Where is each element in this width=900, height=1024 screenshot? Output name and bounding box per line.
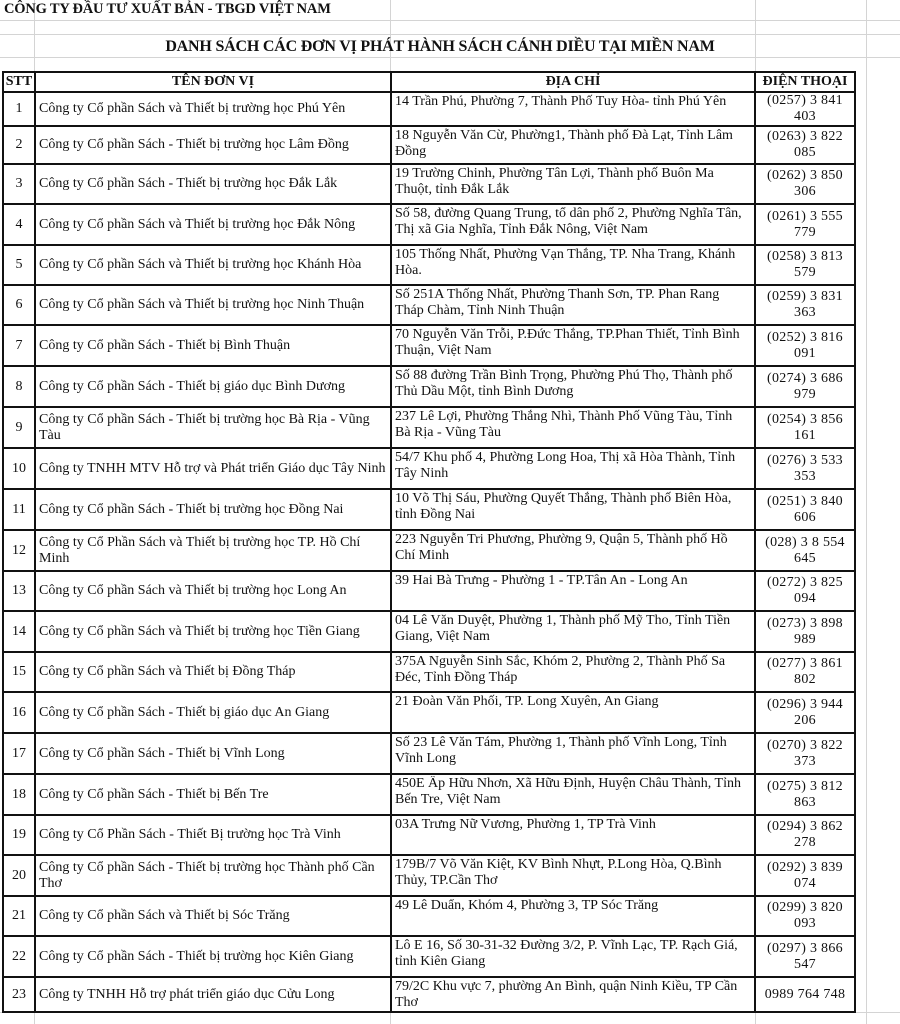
cell-name[interactable] — [35, 489, 391, 530]
cell-phone-text: (0292) 3 839 074 — [767, 859, 843, 891]
cell-name-text: Công ty Cổ phần Sách - Thiết bị giáo dục Bình Dương — [39, 378, 345, 394]
cell-stt[interactable] — [3, 325, 35, 366]
page-title-text: DANH SÁCH CÁC ĐƠN VỊ PHÁT HÀNH SÁCH CÁNH DIỀU TẠI MIỀN NAM — [165, 38, 715, 55]
cell-name-text: Công ty Cổ phần Sách và Thiết bị trường học Tiền Giang — [39, 623, 360, 639]
cell-stt-text: 14 — [12, 623, 26, 639]
cell-stt[interactable] — [3, 489, 35, 530]
cell-address[interactable] — [391, 571, 755, 611]
cell-phone-text: (0297) 3 866 547 — [767, 940, 843, 972]
cell-address[interactable] — [391, 611, 755, 652]
cell-address[interactable] — [391, 815, 755, 855]
cell-stt-text: 17 — [12, 745, 26, 761]
cell-name-text: Công ty TNHH Hỗ trợ phát triển giáo dục Cửu Long — [39, 986, 335, 1002]
header-address[interactable]: ĐỊA CHỈ — [391, 72, 755, 92]
cell-phone[interactable] — [755, 611, 855, 652]
cell-name[interactable] — [35, 285, 391, 325]
table-row — [3, 977, 855, 1012]
cell-stt-text: 2 — [15, 137, 23, 152]
cell-address-text: 237 Lê Lợi, Phường Thắng Nhì, Thành Phố Vũng Tàu, Tỉnh Bà Rịa - Vũng Tàu — [395, 409, 733, 440]
cell-name-text: Công ty Cổ phần Sách - Thiết bị trường học Bà Rịa - Vũng Tàu — [39, 411, 370, 443]
cell-stt-text: 4 — [15, 216, 23, 232]
table-row — [3, 611, 855, 652]
cell-address-text: 223 Nguyễn Tri Phương, Phường 9, Quận 5, Thành phố Hồ Chí Minh — [395, 532, 728, 563]
table-row — [3, 652, 855, 692]
cell-stt[interactable] — [3, 733, 35, 774]
cell-phone-text: 0989 764 748 — [764, 986, 846, 1002]
table-row — [3, 571, 855, 611]
cell-name-text: Công ty Cổ phần Sách - Thiết bị giáo dục An Giang — [39, 704, 330, 720]
cell-address[interactable] — [391, 977, 755, 1012]
cell-address-text: 79/2C Khu vực 7, phường An Bình, quận Ninh Kiều, TP Cần Thơ — [395, 979, 738, 1010]
cell-name[interactable] — [35, 774, 391, 815]
cell-address[interactable] — [391, 126, 755, 164]
grid-line — [866, 0, 867, 1024]
table-row — [3, 126, 855, 164]
cell-name[interactable] — [35, 652, 391, 692]
cell-address-text: 03A Trưng Nữ Vương, Phường 1, TP Trà Vinh — [395, 817, 656, 832]
cell-address[interactable] — [391, 489, 755, 530]
cell-stt[interactable] — [3, 611, 35, 652]
cell-name-text: Công ty Cổ phần Sách và Thiết bị trường học Đắk Nông — [39, 216, 356, 232]
cell-phone-text: (0294) 3 862 278 — [767, 819, 843, 850]
cell-address-text: 179B/7 Võ Văn Kiệt, KV Bình Nhựt, P.Long Hòa, Q.Bình Thủy, TP.Cần Thơ — [395, 857, 722, 888]
cell-name-text: Công ty Cổ phần Sách và Thiết bị trường học Ninh Thuận — [39, 297, 365, 312]
cell-address-text: 54/7 Khu phố 4, Phường Long Hoa, Thị xã Hòa Thành, Tỉnh Tây Ninh — [395, 450, 736, 481]
cell-name-text: Công ty Cổ phần Sách và Thiết bị Sóc Trăng — [39, 908, 290, 923]
page-title — [0, 38, 900, 56]
cell-phone-text: (0261) 3 555 779 — [767, 208, 843, 240]
cell-name[interactable] — [35, 530, 391, 571]
cell-address-text: 105 Thống Nhất, Phường Vạn Thắng, TP. Nha Trang, Khánh Hòa. — [395, 247, 736, 278]
distributor-table — [2, 71, 856, 1013]
cell-name[interactable] — [35, 366, 391, 407]
cell-phone[interactable] — [755, 285, 855, 325]
cell-stt[interactable] — [3, 245, 35, 285]
table-row — [3, 407, 855, 448]
cell-address-text: Số 23 Lê Văn Tám, Phường 1, Thành phố Vĩnh Long, Tỉnh Vĩnh Long — [395, 735, 727, 766]
cell-address[interactable] — [391, 855, 755, 896]
cell-address[interactable] — [391, 366, 755, 407]
cell-stt[interactable] — [3, 855, 35, 896]
cell-name-text: Công ty Cổ phần Sách - Thiết bị trường học Đắk Lắk — [39, 176, 338, 191]
cell-name-text: Công ty Cổ phần Sách - Thiết bị Vĩnh Long — [39, 745, 285, 761]
cell-phone[interactable] — [755, 489, 855, 530]
cell-stt[interactable] — [3, 692, 35, 733]
cell-stt-text: 6 — [15, 297, 23, 312]
cell-phone-text: (0263) 3 822 085 — [767, 129, 843, 160]
cell-stt[interactable] — [3, 407, 35, 448]
cell-stt-text: 5 — [15, 257, 23, 272]
cell-stt-text: 15 — [12, 664, 26, 679]
cell-address[interactable] — [391, 407, 755, 448]
cell-address-text: Số 88 đường Trần Bình Trọng, Phường Phú Thọ, Thành phố Thủ Dầu Một, tỉnh Bình Dương — [395, 368, 733, 399]
cell-phone[interactable] — [755, 652, 855, 692]
cell-stt[interactable] — [3, 571, 35, 611]
cell-phone[interactable] — [755, 977, 855, 1012]
cell-address[interactable] — [391, 733, 755, 774]
table-row — [3, 936, 855, 977]
cell-stt-text: 12 — [12, 542, 26, 558]
header-phone[interactable]: ĐIỆN THOẠI — [755, 72, 855, 92]
cell-address[interactable] — [391, 936, 755, 977]
cell-phone-text: (0252) 3 816 091 — [767, 329, 843, 361]
cell-stt[interactable] — [3, 366, 35, 407]
cell-address[interactable] — [391, 896, 755, 936]
cell-name[interactable] — [35, 733, 391, 774]
cell-phone-text: (0258) 3 813 579 — [767, 249, 843, 280]
grid-line — [0, 20, 900, 21]
cell-address[interactable] — [391, 448, 755, 489]
cell-name-text: Công ty TNHH MTV Hỗ trợ và Phát triển Giáo dục Tây Ninh — [39, 460, 386, 476]
cell-name-text: Công ty Cổ phần Sách và Thiết bị trường học Long An — [39, 583, 347, 598]
cell-stt-text: 20 — [12, 867, 26, 883]
cell-name-text: Công ty Cổ phần Sách và Thiết bị trường học Khánh Hòa — [39, 257, 362, 272]
cell-address[interactable] — [391, 285, 755, 325]
cell-phone-text: (0274) 3 686 979 — [767, 370, 843, 402]
cell-stt-text: 11 — [12, 501, 26, 517]
cell-address[interactable] — [391, 774, 755, 815]
table-row — [3, 489, 855, 530]
company-header: CÔNG TY ĐẦU TƯ XUẤT BẢN - TBGD VIỆT NAM — [4, 1, 331, 17]
cell-phone-text: (0259) 3 831 363 — [767, 289, 843, 320]
cell-name[interactable] — [35, 164, 391, 204]
table-row — [3, 815, 855, 855]
grid-line — [0, 57, 900, 58]
table-row — [3, 204, 855, 245]
cell-phone[interactable] — [755, 571, 855, 611]
cell-phone-text: (0272) 3 825 094 — [767, 575, 843, 606]
cell-stt[interactable] — [3, 977, 35, 1012]
cell-stt[interactable] — [3, 815, 35, 855]
cell-phone[interactable] — [755, 366, 855, 407]
cell-name[interactable] — [35, 448, 391, 489]
cell-stt-text: 7 — [15, 337, 23, 353]
cell-address-text: 39 Hai Bà Trưng - Phường 1 - TP.Tân An - Long An — [395, 573, 688, 588]
header-stt[interactable]: STT — [3, 72, 35, 92]
cell-name[interactable] — [35, 407, 391, 448]
header-name[interactable]: TÊN ĐƠN VỊ — [35, 72, 391, 92]
cell-name[interactable] — [35, 245, 391, 285]
cell-stt[interactable] — [3, 652, 35, 692]
cell-phone[interactable] — [755, 692, 855, 733]
cell-name[interactable] — [35, 692, 391, 733]
cell-address-text: 70 Nguyễn Văn Trỗi, P.Đức Thắng, TP.Phan Thiết, Tỉnh Bình Thuận, Việt Nam — [395, 327, 740, 358]
cell-address-text: Lô E 16, Số 30-31-32 Đường 3/2, P. Vĩnh Lạc, TP. Rạch Giá, tỉnh Kiên Giang — [395, 938, 738, 969]
cell-address-text: 10 Võ Thị Sáu, Phường Quyết Thắng, Thành phố Biên Hòa, tỉnh Đồng Nai — [395, 491, 732, 522]
table-body — [3, 92, 855, 1012]
cell-name[interactable] — [35, 611, 391, 652]
cell-stt[interactable] — [3, 448, 35, 489]
cell-stt-text: 9 — [15, 419, 23, 435]
cell-name[interactable] — [35, 815, 391, 855]
cell-name-text: Công ty Cổ phần Sách - Thiết bị Bình Thuận — [39, 337, 291, 353]
cell-address-text: 375A Nguyễn Sinh Sắc, Khóm 2, Phường 2, Thành Phố Sa Đéc, Tỉnh Đồng Tháp — [395, 654, 726, 685]
cell-phone[interactable] — [755, 126, 855, 164]
cell-phone[interactable] — [755, 407, 855, 448]
cell-address-text: 49 Lê Duẩn, Khóm 4, Phường 3, TP Sóc Trăng — [395, 898, 659, 913]
cell-name-text: Công ty Cổ phần Sách và Thiết bị trường học Phú Yên — [39, 101, 346, 116]
cell-phone[interactable] — [755, 855, 855, 896]
cell-stt-text: 21 — [12, 908, 26, 923]
cell-name-text: Công ty Cổ phần Sách - Thiết bị trường học Đồng Nai — [39, 501, 344, 517]
cell-address-text: 21 Đoàn Văn Phối, TP. Long Xuyên, An Giang — [395, 694, 659, 709]
cell-stt-text: 19 — [12, 827, 26, 842]
cell-name[interactable] — [35, 571, 391, 611]
cell-stt[interactable] — [3, 530, 35, 571]
cell-phone[interactable] — [755, 530, 855, 571]
cell-stt-text: 16 — [12, 704, 26, 720]
table-row — [3, 366, 855, 407]
cell-phone-text: (0299) 3 820 093 — [767, 900, 843, 931]
cell-stt-text: 8 — [15, 378, 23, 394]
cell-phone-text: (0254) 3 856 161 — [767, 411, 843, 443]
table-row — [3, 896, 855, 936]
cell-stt[interactable] — [3, 896, 35, 936]
cell-name[interactable] — [35, 92, 391, 126]
cell-address-text: 14 Trần Phú, Phường 7, Thành Phố Tuy Hòa- tỉnh Phú Yên — [395, 94, 727, 109]
cell-stt[interactable] — [3, 285, 35, 325]
cell-name-text: Công ty Cổ Phần Sách và Thiết bị trường học TP. Hồ Chí Minh — [39, 534, 361, 566]
cell-stt-text: 3 — [15, 176, 23, 191]
cell-address[interactable] — [391, 92, 755, 126]
cell-phone-text: (0276) 3 533 353 — [767, 452, 843, 484]
cell-stt[interactable] — [3, 92, 35, 126]
cell-address[interactable] — [391, 245, 755, 285]
cell-address[interactable] — [391, 652, 755, 692]
cell-address-text: Số 58, đường Quang Trung, tổ dân phố 2, Phường Nghĩa Tân, Thị xã Gia Nghĩa, Tỉnh Đắk Nông, Việt Nam — [395, 206, 742, 237]
cell-phone[interactable] — [755, 815, 855, 855]
cell-phone[interactable] — [755, 164, 855, 204]
cell-phone[interactable] — [755, 204, 855, 245]
cell-address-text: 19 Trường Chinh, Phường Tân Lợi, Thành phố Buôn Ma Thuột, tỉnh Đắk Lắk — [395, 166, 714, 197]
cell-address[interactable] — [391, 692, 755, 733]
table-row — [3, 245, 855, 285]
cell-phone-text: (0273) 3 898 989 — [767, 615, 843, 647]
table-row — [3, 325, 855, 366]
cell-address[interactable] — [391, 204, 755, 245]
cell-name[interactable] — [35, 977, 391, 1012]
cell-phone[interactable] — [755, 92, 855, 126]
cell-name[interactable] — [35, 126, 391, 164]
table-header-row — [3, 72, 855, 92]
cell-name[interactable] — [35, 936, 391, 977]
cell-name[interactable] — [35, 896, 391, 936]
cell-phone[interactable] — [755, 896, 855, 936]
cell-phone[interactable] — [755, 325, 855, 366]
cell-phone-text: (028) 3 8 554 645 — [765, 534, 845, 566]
cell-address-text: 450E Ấp Hữu Nhơn, Xã Hữu Định, Huyện Châu Thành, Tỉnh Bến Tre, Việt Nam — [395, 776, 741, 807]
cell-phone[interactable] — [755, 774, 855, 815]
cell-stt[interactable] — [3, 774, 35, 815]
cell-phone-text: (0277) 3 861 802 — [767, 656, 843, 687]
cell-address-text: 04 Lê Văn Duyệt, Phường 1, Thành phố Mỹ Tho, Tỉnh Tiền Giang, Việt Nam — [395, 613, 731, 644]
cell-stt-text: 13 — [12, 583, 26, 598]
cell-stt[interactable] — [3, 164, 35, 204]
cell-phone-text: (0270) 3 822 373 — [767, 737, 843, 769]
grid-line — [0, 34, 900, 35]
cell-address[interactable] — [391, 530, 755, 571]
cell-phone[interactable] — [755, 936, 855, 977]
cell-phone-text: (0296) 3 944 206 — [767, 696, 843, 728]
cell-address-text: Số 251A Thống Nhất, Phường Thanh Sơn, TP. Phan Rang Tháp Chàm, Tỉnh Ninh Thuận — [395, 287, 720, 318]
cell-name-text: Công ty Cổ phần Sách - Thiết bị trường học Kiên Giang — [39, 948, 354, 964]
table-row — [3, 285, 855, 325]
table-row — [3, 855, 855, 896]
cell-stt-text: 22 — [12, 948, 26, 964]
cell-stt[interactable] — [3, 936, 35, 977]
cell-name-text: Công ty Cổ phần Sách - Thiết bị Bến Tre — [39, 786, 269, 802]
cell-phone[interactable] — [755, 733, 855, 774]
cell-phone[interactable] — [755, 448, 855, 489]
cell-name-text: Công ty Cổ Phần Sách - Thiết Bị trường học Trà Vinh — [39, 827, 341, 842]
cell-name[interactable] — [35, 855, 391, 896]
table-row — [3, 692, 855, 733]
cell-phone-text: (0262) 3 850 306 — [767, 168, 843, 199]
table-row — [3, 448, 855, 489]
cell-phone-text: (0257) 3 841 403 — [767, 93, 843, 124]
cell-name[interactable] — [35, 325, 391, 366]
cell-stt-text: 10 — [12, 460, 26, 476]
table-row — [3, 164, 855, 204]
cell-name-text: Công ty Cổ phần Sách - Thiết bị trường học Lâm Đồng — [39, 137, 349, 152]
cell-stt-text: 18 — [12, 786, 26, 802]
cell-name-text: Công ty Cổ phần Sách - Thiết bị trường học Thành phố Cần Thơ — [39, 859, 375, 891]
cell-stt[interactable] — [3, 126, 35, 164]
table-row — [3, 530, 855, 571]
cell-address-text: 18 Nguyễn Văn Cừ, Phường1, Thành phố Đà Lạt, Tỉnh Lâm Đồng — [395, 128, 733, 159]
cell-phone-text: (0251) 3 840 606 — [767, 493, 843, 525]
cell-phone-text: (0275) 3 812 863 — [767, 778, 843, 810]
table-row — [3, 774, 855, 815]
cell-name-text: Công ty Cổ phần Sách và Thiết bị Đồng Tháp — [39, 664, 296, 679]
cell-stt[interactable] — [3, 204, 35, 245]
table-row — [3, 733, 855, 774]
cell-stt-text: 23 — [12, 986, 26, 1002]
cell-address[interactable] — [391, 325, 755, 366]
cell-address[interactable] — [391, 164, 755, 204]
cell-phone[interactable] — [755, 245, 855, 285]
table-row — [3, 92, 855, 126]
cell-name[interactable] — [35, 204, 391, 245]
cell-stt-text: 1 — [15, 101, 23, 116]
